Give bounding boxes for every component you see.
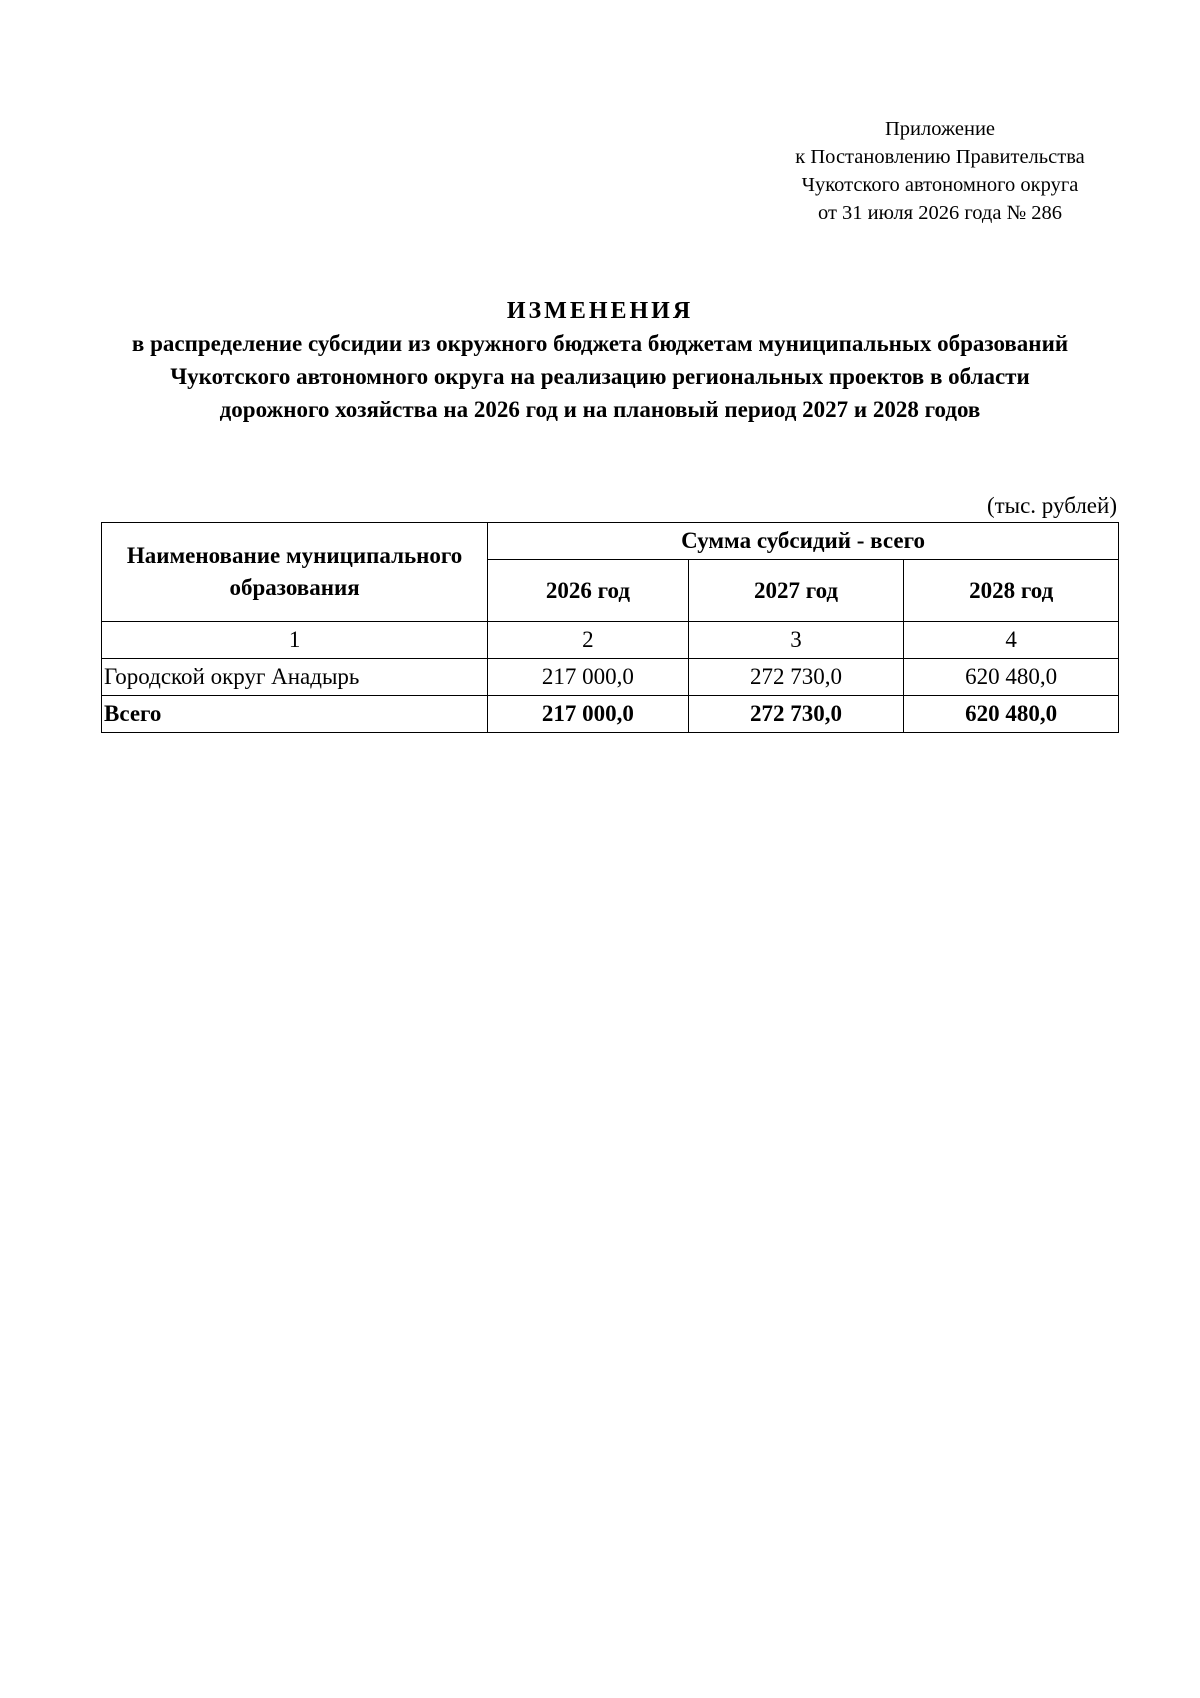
municipality-name: Городской округ Анадырь — [102, 659, 488, 696]
header-sum-total: Сумма субсидий - всего — [488, 523, 1119, 560]
subsidy-table — [101, 522, 1119, 733]
table-row — [102, 659, 1119, 696]
header-year-2026: 2026 год — [488, 560, 689, 622]
total-2026: 217 000,0 — [488, 696, 689, 733]
value-2028: 620 480,0 — [904, 659, 1119, 696]
column-number: 3 — [688, 622, 904, 659]
document-subtitle: в распределение субсидии из окружного бюджета бюджетам муниципальных образований Чукотского автономного округа на реализацию региональных проектов в области дорожного хозяйства на 2026 год и на плановый период 2027 и 2028 годов — [131, 331, 1069, 422]
value-2027: 272 730,0 — [688, 659, 904, 696]
value-2026: 217 000,0 — [488, 659, 689, 696]
column-number: 1 — [102, 622, 488, 659]
annex-line: к Постановлению Правительства — [795, 146, 1085, 168]
annex-line: от 31 июля 2026 года № 286 — [817, 202, 1063, 224]
document-title: ИЗМЕНЕНИЯ — [506, 298, 694, 324]
document-heading — [100, 295, 1100, 426]
total-2027: 272 730,0 — [688, 696, 904, 733]
header-year-2028: 2028 год — [904, 560, 1119, 622]
column-number: 4 — [904, 622, 1119, 659]
total-label: Всего — [102, 696, 488, 733]
column-number-row — [102, 622, 1119, 659]
annex-line: Чукотского автономного округа — [801, 174, 1079, 196]
units-label: (тыс. рублей) — [986, 493, 1117, 518]
total-2028: 620 480,0 — [904, 696, 1119, 733]
total-row — [102, 696, 1119, 733]
header-year-2027: 2027 год — [688, 560, 904, 622]
header-municipality: Наименование муниципального образования — [102, 523, 488, 622]
annex-line: Приложение — [884, 118, 996, 140]
column-number: 2 — [488, 622, 689, 659]
annex-block — [720, 115, 1160, 227]
